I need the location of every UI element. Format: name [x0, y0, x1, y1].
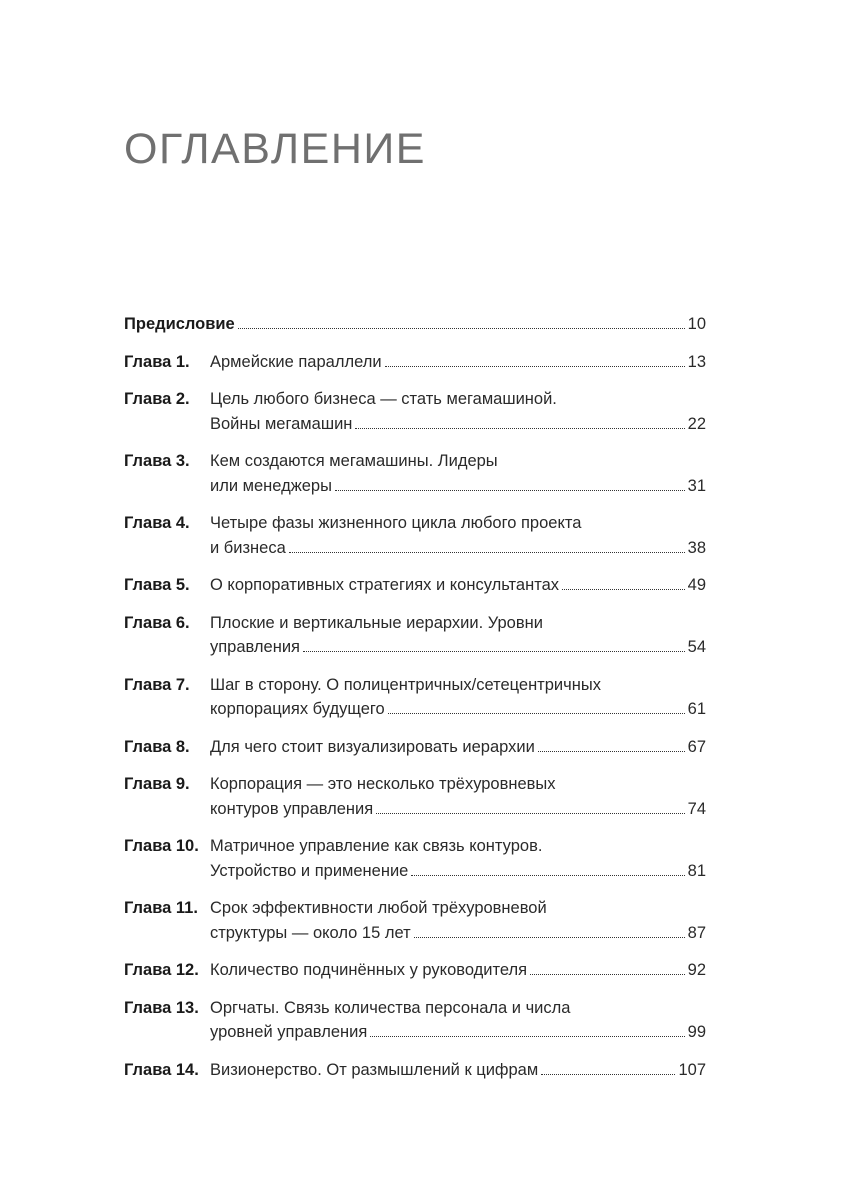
- toc-page-number: 49: [687, 576, 706, 594]
- toc-entry-chapter-2[interactable]: [124, 387, 706, 436]
- toc-entry-chapter-8[interactable]: [124, 735, 706, 760]
- dot-leader: [414, 937, 685, 938]
- toc-entry-chapter-14[interactable]: [124, 1058, 706, 1083]
- chapter-title-line-2: Количество подчинённых у руководителя: [210, 961, 528, 979]
- chapter-label: Глава 8.: [124, 737, 190, 756]
- chapter-title-line-2: Для чего стоит визуализировать иерархии: [210, 737, 535, 756]
- toc-entry-body: [210, 834, 706, 883]
- chapter-title-line-2: структуры — около 15 лет: [210, 923, 411, 942]
- toc-entry-chapter-6[interactable]: [124, 611, 706, 660]
- dot-leader: [541, 1074, 675, 1075]
- toc-entry-chapter-10[interactable]: [124, 834, 706, 883]
- dot-leader: [289, 552, 685, 553]
- dot-leader: [385, 366, 685, 367]
- toc-entry-line: [210, 536, 706, 561]
- toc-entry-chapter-9[interactable]: [124, 772, 706, 821]
- toc-entry-chapter-7[interactable]: [124, 673, 706, 722]
- toc-entry-body: [210, 735, 706, 760]
- page-title: ОГЛАВЛЕНИЕ: [124, 125, 426, 173]
- toc-entry-body: [210, 958, 706, 983]
- toc-page-number: 61: [687, 700, 706, 718]
- dot-leader: [370, 1036, 684, 1037]
- toc-entry-line: [210, 697, 706, 722]
- toc-entry-body: [210, 573, 706, 598]
- toc-page-number: 67: [687, 737, 706, 756]
- chapter-label: Глава 12.: [124, 961, 199, 979]
- chapter-title-line-2: Войны мегамашин: [210, 414, 353, 433]
- chapter-label: Глава 10.: [124, 837, 199, 855]
- chapter-label: Глава 11.: [124, 899, 198, 917]
- chapter-label: Глава 7.: [124, 675, 190, 694]
- toc-entry-line: [210, 797, 706, 822]
- chapter-title-line-2: и бизнеса: [210, 538, 286, 557]
- dot-leader: [335, 490, 685, 491]
- toc-entry-chapter-11[interactable]: [124, 896, 706, 945]
- dot-leader: [355, 428, 684, 429]
- toc-entry-line: [210, 1058, 706, 1083]
- toc-entry-body: [124, 312, 706, 337]
- chapter-label: Глава 1.: [124, 352, 190, 371]
- toc-entry-line: [210, 921, 706, 946]
- toc-entry-chapter-3[interactable]: [124, 449, 706, 498]
- chapter-title-line-1: Оргчаты. Связь количества персонала и числа: [210, 998, 571, 1017]
- toc-entry-line: [210, 350, 706, 375]
- toc-page-number: 10: [687, 315, 706, 333]
- chapter-label: Глава 13.: [124, 998, 199, 1017]
- toc-entry-body: [210, 896, 706, 945]
- dot-leader: [303, 651, 685, 652]
- chapter-title-line-2: управления: [210, 638, 300, 656]
- toc-entry-line: [124, 312, 706, 337]
- toc-entry-chapter-1[interactable]: [124, 350, 706, 375]
- toc-entry-line: [210, 474, 706, 499]
- toc-entry-title: Предисловие: [124, 315, 235, 333]
- table-of-contents: [124, 312, 706, 1095]
- chapter-label: Глава 9.: [124, 775, 190, 793]
- toc-page-number: 87: [687, 923, 706, 942]
- toc-entry-body: [210, 511, 706, 560]
- chapter-label: Глава 6.: [124, 613, 190, 632]
- toc-page-number: 22: [687, 414, 706, 433]
- toc-entry-body: [210, 996, 706, 1045]
- toc-entry-body: [210, 772, 706, 821]
- toc-entry-line: [210, 859, 706, 884]
- toc-entry-body: [210, 1058, 706, 1083]
- toc-entry-body: [210, 449, 706, 498]
- chapter-title-line-1: Цель любого бизнеса — стать мегамашиной.: [210, 390, 557, 408]
- dot-leader: [388, 713, 685, 714]
- toc-entry-body: [210, 350, 706, 375]
- toc-entry-chapter-13[interactable]: [124, 996, 706, 1045]
- toc-page-number: 99: [687, 1023, 706, 1041]
- dot-leader: [376, 813, 684, 814]
- toc-page-number: 54: [687, 638, 706, 656]
- toc-entry-body: [210, 611, 706, 660]
- chapter-title-line-1: Корпорация — это несколько трёхуровневых: [210, 775, 556, 793]
- toc-entry-chapter-5[interactable]: [124, 573, 706, 598]
- chapter-title-line-2: Армейские параллели: [210, 352, 382, 371]
- chapter-title-line-2: контуров управления: [210, 799, 374, 818]
- chapter-label: Глава 14.: [124, 1060, 199, 1079]
- chapter-title-line-1: Плоские и вертикальные иерархии. Уровни: [210, 613, 543, 632]
- dot-leader: [238, 328, 685, 329]
- dot-leader: [538, 751, 685, 752]
- chapter-title-line-2: Устройство и применение: [210, 861, 409, 880]
- toc-entry-chapter-12[interactable]: [124, 958, 706, 983]
- dot-leader: [562, 589, 685, 590]
- dot-leader: [411, 875, 684, 876]
- toc-page-number: 81: [687, 861, 706, 880]
- toc-page-number: 107: [678, 1060, 706, 1079]
- chapter-title-line-2: О корпоративных стратегиях и консультантах: [210, 576, 559, 594]
- toc-entry-preface[interactable]: [124, 312, 706, 337]
- toc-entry-body: [210, 673, 706, 722]
- toc-entry-line: [210, 635, 706, 660]
- chapter-label: Глава 5.: [124, 576, 190, 594]
- toc-page-number: 74: [687, 799, 706, 818]
- chapter-label: Глава 3.: [124, 452, 190, 470]
- chapter-title-line-2: корпорациях будущего: [210, 700, 385, 718]
- chapter-title-line-1: Шаг в сторону. О полицентричных/сетецентричных: [210, 675, 601, 694]
- toc-page-number: 38: [687, 538, 706, 557]
- toc-page-number: 31: [687, 476, 706, 495]
- chapter-title-line-2: Визионерство. От размышлений к цифрам: [210, 1060, 539, 1079]
- toc-page-number: 13: [687, 352, 706, 371]
- chapter-label: Глава 2.: [124, 390, 190, 408]
- toc-entry-line: [210, 1020, 706, 1045]
- chapter-title-line-1: Срок эффективности любой трёхуровневой: [210, 899, 547, 917]
- chapter-title-line-1: Матричное управление как связь контуров.: [210, 837, 543, 855]
- chapter-title-line-2: или менеджеры: [210, 476, 332, 495]
- dot-leader: [530, 974, 685, 975]
- toc-page-number: 92: [687, 961, 706, 979]
- chapter-label: Глава 4.: [124, 514, 190, 532]
- toc-entry-line: [210, 412, 706, 437]
- toc-entry-line: [210, 573, 706, 598]
- toc-entry-line: [210, 958, 706, 983]
- chapter-title-line-2: уровней управления: [210, 1023, 368, 1041]
- toc-entry-body: [210, 387, 706, 436]
- toc-entry-line: [210, 735, 706, 760]
- chapter-title-line-1: Кем создаются мегамашины. Лидеры: [210, 452, 498, 470]
- toc-entry-chapter-4[interactable]: [124, 511, 706, 560]
- chapter-title-line-1: Четыре фазы жизненного цикла любого проекта: [210, 514, 582, 532]
